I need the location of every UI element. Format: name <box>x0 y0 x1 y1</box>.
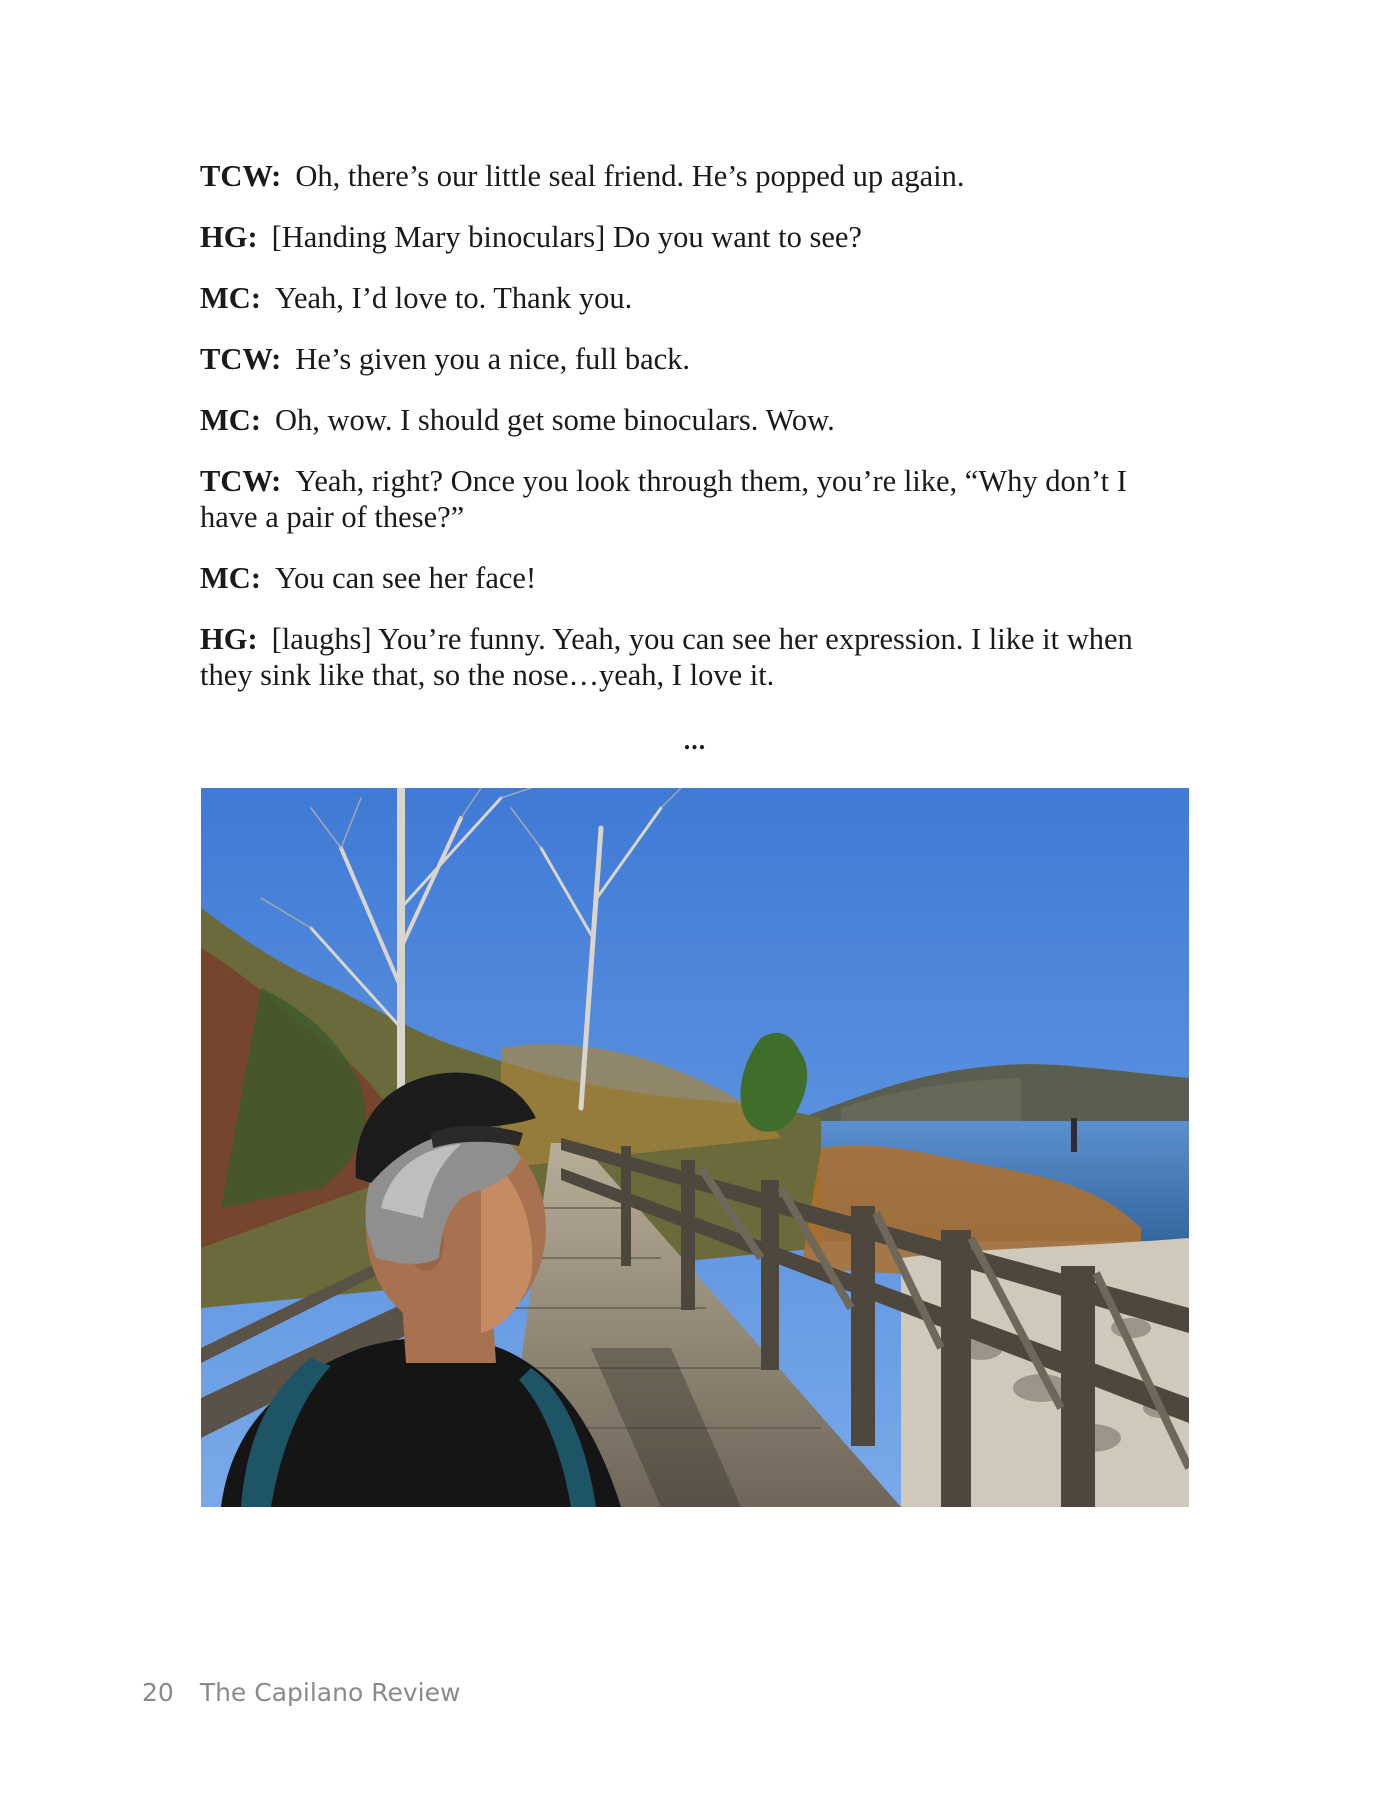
speaker-label: MC: <box>200 403 261 437</box>
dialogue-text: You can see her face! <box>274 561 537 595</box>
dialogue-line <box>200 560 1190 596</box>
dialogue-text: He’s given you a nice, full back. <box>295 342 691 376</box>
dialogue-text: Oh, there’s our little seal friend. He’s popped up again. <box>295 159 965 193</box>
section-separator: ... <box>683 726 707 755</box>
dialogue-text: Yeah, I’d love to. Thank you. <box>274 281 633 315</box>
speaker-label: TCW: <box>200 464 282 498</box>
dialogue-line <box>200 341 1190 377</box>
dialogue-line <box>200 402 1190 438</box>
page-footer <box>142 1678 460 1707</box>
speaker-label: MC: <box>200 561 261 595</box>
speaker-label: TCW: <box>200 159 282 193</box>
speaker-label: MC: <box>200 281 261 315</box>
dialogue-line <box>200 463 1190 535</box>
speaker-label: HG: <box>200 622 258 656</box>
publication-title: The Capilano Review <box>199 1678 461 1707</box>
dialogue-line <box>200 158 1190 194</box>
speaker-label: HG: <box>200 220 258 254</box>
dialogue-transcript <box>200 158 1190 718</box>
dialogue-line <box>200 621 1190 693</box>
dialogue-line <box>200 219 1190 255</box>
dialogue-line <box>200 280 1190 316</box>
page-number: 20 <box>142 1678 174 1707</box>
dialogue-text: [Handing Mary binoculars] Do you want to see? <box>271 220 862 254</box>
boardwalk-photo <box>201 788 1189 1507</box>
speaker-label: TCW: <box>200 342 282 376</box>
dialogue-text: [laughs] You’re funny. Yeah, you can see her expression. I like it when they sink like that, so the nose…yeah, I love it. <box>200 622 1133 692</box>
dialogue-text: Yeah, right? Once you look through them, you’re like, “Why don’t I have a pair of these?” <box>200 464 1127 534</box>
dialogue-text: Oh, wow. I should get some binoculars. Wow. <box>274 403 835 437</box>
